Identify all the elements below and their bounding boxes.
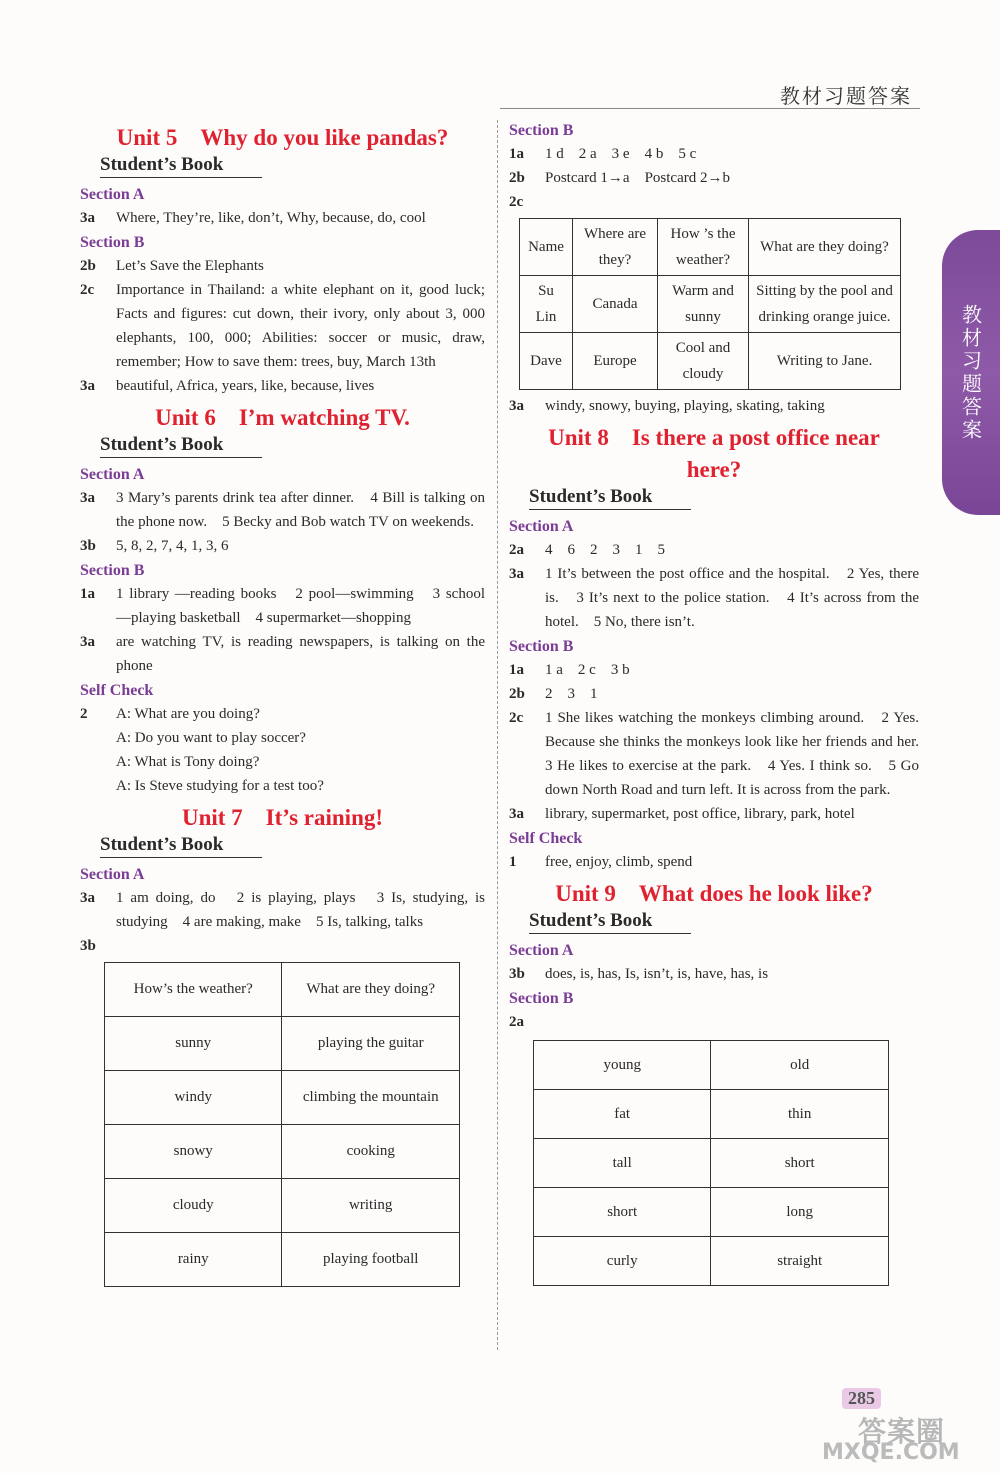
table-cell: straight: [711, 1237, 889, 1286]
dialogue-line: A: What is Tony doing?: [116, 754, 260, 770]
exercise-number: 3a: [80, 634, 95, 650]
answer-text: 3 Mary’s parents drink tea after dinner. 4 Bill is talking on the phone now. 5 Becky and Bob watch TV on weekends.: [116, 490, 485, 530]
exercise-number: 3a: [509, 398, 524, 414]
answer-row: [80, 702, 485, 798]
table-cell: cloudy: [105, 1179, 282, 1233]
table-row: [105, 1233, 460, 1287]
page-header-title: 教材习题答案: [780, 84, 912, 108]
answer-row: [80, 534, 485, 558]
exercise-number: 3a: [509, 806, 524, 822]
table-cell: old: [711, 1041, 889, 1090]
table-cell: Sitting by the pool and drinking orange juice.: [749, 276, 901, 333]
table-header-cell: What are they doing?: [749, 219, 901, 276]
table-cell: playing football: [282, 1233, 460, 1287]
answer-row: [509, 190, 919, 214]
exercise-number: 3a: [80, 890, 95, 906]
unit8-title-line2: here?: [686, 457, 742, 482]
unit9-title: Unit 9 What does he look like?: [555, 881, 873, 906]
unit8-book-title: Student’s Book: [529, 486, 691, 510]
answer-text: 5, 8, 2, 7, 4, 1, 3, 6: [116, 538, 229, 554]
postcard-table: [519, 218, 901, 390]
table-header-cell: How’s the weather?: [105, 963, 282, 1017]
unit6-section-b: Section B: [80, 562, 145, 579]
table-header-cell: What are they doing?: [282, 963, 460, 1017]
exercise-number: 2b: [509, 686, 525, 702]
answer-text: Where, They’re, like, don’t, Why, because, do, cool: [116, 210, 426, 226]
exercise-number: 1a: [509, 662, 524, 678]
right-column: [509, 122, 935, 1286]
side-tab-label: 教材习题答案: [958, 303, 983, 442]
table-row: [534, 1188, 889, 1237]
exercise-number: 2c: [80, 282, 95, 298]
column-divider: [497, 120, 498, 1350]
answer-row: [509, 850, 919, 874]
unit8-section-b: Section B: [509, 638, 574, 655]
answer-row: [80, 934, 485, 958]
answer-row: [80, 486, 485, 534]
table-cell: sunny: [105, 1017, 282, 1071]
table-header-row: [105, 963, 460, 1017]
table-header-row: [520, 219, 901, 276]
table-row: [105, 1071, 460, 1125]
exercise-number: 1a: [80, 586, 95, 602]
answer-row: [80, 278, 485, 374]
answer-row: [80, 630, 485, 678]
weather-activity-table: [104, 962, 460, 1287]
table-cell: young: [534, 1041, 711, 1090]
table-row: [105, 1017, 460, 1071]
answer-row: [509, 538, 919, 562]
answer-row: [80, 254, 485, 278]
answer-text: 2 3 1: [545, 686, 598, 702]
unit8-self-check: Self Check: [509, 830, 583, 847]
unit8-section-a: Section A: [509, 518, 574, 535]
answer-row: [509, 706, 935, 802]
table-cell: curly: [534, 1237, 711, 1286]
table-cell: short: [711, 1139, 889, 1188]
answer-row: [80, 206, 485, 230]
exercise-number: 1: [509, 854, 517, 870]
side-tab: [942, 230, 1000, 515]
answer-text: windy, snowy, buying, playing, skating, taking: [545, 398, 825, 414]
unit7-section-a: Section A: [80, 866, 145, 883]
table-row: [534, 1237, 889, 1286]
unit5-title: Unit 5 Why do you like pandas?: [116, 125, 449, 150]
table-cell: Cool and cloudy: [658, 333, 749, 390]
exercise-number: 2b: [509, 170, 525, 186]
table-cell: long: [711, 1188, 889, 1237]
exercise-number: 3b: [509, 966, 525, 982]
appearance-table: [533, 1040, 889, 1286]
exercise-number: 3a: [80, 378, 95, 394]
exercise-number: 2: [80, 706, 88, 722]
answer-row: [80, 582, 485, 630]
table-cell: Writing to Jane.: [749, 333, 901, 390]
table-cell: snowy: [105, 1125, 282, 1179]
exercise-number: 3a: [80, 490, 95, 506]
header-rule: [500, 108, 920, 109]
unit5-book-title: Student’s Book: [100, 154, 262, 178]
answer-text: are watching TV, is reading newspapers, is talking on the phone: [116, 634, 485, 674]
answer-row: [509, 962, 919, 986]
unit6-title: Unit 6 I’m watching TV.: [155, 405, 410, 430]
table-row: [105, 1179, 460, 1233]
table-header-cell: How ’s the weather?: [658, 219, 749, 276]
dialogue-line: A: Do you want to play soccer?: [116, 730, 306, 746]
answer-row: [509, 394, 919, 418]
unit7-title: Unit 7 It’s raining!: [181, 805, 384, 830]
answer-row: [80, 374, 485, 398]
table-cell: Europe: [573, 333, 658, 390]
answer-text: library, supermarket, post office, library, park, hotel: [545, 806, 855, 822]
table-row: [520, 333, 901, 390]
table-cell: writing: [282, 1179, 460, 1233]
table-cell: Su Lin: [520, 276, 573, 333]
exercise-number: 1a: [509, 146, 524, 162]
page-number: 285: [842, 1388, 881, 1409]
table-cell: rainy: [105, 1233, 282, 1287]
answer-row: [80, 886, 485, 934]
answer-text: 1 library —reading books 2 pool—swimming 3 school —playing basketball 4 supermarket—shopping: [116, 586, 485, 626]
answer-text: Importance in Thailand: a white elephant on it, good luck; Facts and figures: cut down, their ivory, only about 3, 000 elephants, 100, 000; Abilities: soccer or music, draw, remember; How to save them: trees, buy, March 13th: [116, 282, 485, 370]
table-cell: cooking: [282, 1125, 460, 1179]
exercise-number: 3b: [80, 938, 96, 954]
answer-row: [509, 166, 919, 190]
exercise-number: 3a: [509, 566, 524, 582]
answer-text: 1 She likes watching the monkeys climbing around. 2 Yes. Because she thinks the monkeys look like her friends and her. 3 He likes to exercise at the park. 4 Yes. I think so. 5 Go down North Road and turn left. It is across from the park.: [545, 710, 935, 798]
answer-row: [509, 658, 919, 682]
table-cell: Warm and sunny: [658, 276, 749, 333]
unit5-section-a: Section A: [80, 186, 145, 203]
dialogue-line: A: What are you doing?: [116, 706, 260, 722]
answer-row: [509, 1010, 919, 1034]
table-cell: playing the guitar: [282, 1017, 460, 1071]
table-cell: Dave: [520, 333, 573, 390]
exercise-number: 3b: [80, 538, 96, 554]
table-cell: tall: [534, 1139, 711, 1188]
table-row: [534, 1139, 889, 1188]
answer-text: 1 a 2 c 3 b: [545, 662, 630, 678]
exercise-number: 2c: [509, 710, 524, 726]
unit7-book-title: Student’s Book: [100, 834, 262, 858]
answer-row: [509, 682, 919, 706]
unit6-self-check: Self Check: [80, 682, 154, 699]
answer-text: Let’s Save the Elephants: [116, 258, 264, 274]
table-cell: thin: [711, 1090, 889, 1139]
unit9-section-a: Section A: [509, 942, 574, 959]
table-cell: fat: [534, 1090, 711, 1139]
unit5-section-b: Section B: [80, 234, 145, 251]
answer-text: 1 am doing, do 2 is playing, plays 3 Is, studying, is studying 4 are making, make 5 Is, talking, talks: [116, 890, 485, 930]
unit9-section-b: Section B: [509, 990, 574, 1007]
table-cell: short: [534, 1188, 711, 1237]
answer-row: [509, 802, 919, 826]
watermark-logo: 答案圈: [858, 1415, 946, 1448]
answer-text: does, is, has, Is, isn’t, is, have, has, is: [545, 966, 769, 982]
table-row: [534, 1041, 889, 1090]
unit8-title-line1: Unit 8 Is there a post office near: [548, 425, 880, 450]
dialogue-lines: [116, 702, 485, 798]
answer-text: beautiful, Africa, years, like, because, lives: [116, 378, 375, 394]
table-cell: Canada: [573, 276, 658, 333]
exercise-number: 3a: [80, 210, 95, 226]
left-column: [80, 118, 485, 1287]
unit6-book-title: Student’s Book: [100, 434, 262, 458]
answer-text: 1 d 2 a 3 e 4 b 5 c: [545, 146, 697, 162]
watermark-url: MXQE.COM: [822, 1440, 960, 1465]
unit6-section-a: Section A: [80, 466, 145, 483]
answer-text: free, enjoy, climb, spend: [545, 854, 693, 870]
answer-text: Postcard 1→a Postcard 2→b: [545, 170, 730, 186]
table-row: [105, 1125, 460, 1179]
table-cell: climbing the mountain: [282, 1071, 460, 1125]
table-row: [520, 276, 901, 333]
exercise-number: 2a: [509, 1014, 524, 1030]
exercise-number: 2a: [509, 542, 524, 558]
answer-text: 1 It’s between the post office and the hospital. 2 Yes, there is. 3 It’s next to the police station. 4 It’s across from the hotel. 5 No, there isn’t.: [545, 566, 919, 630]
answer-text: 4 6 2 3 1 5: [545, 542, 666, 558]
unit7-section-b: Section B: [509, 122, 574, 139]
exercise-number: 2c: [509, 194, 524, 210]
dialogue-line: A: Is Steve studying for a test too?: [116, 778, 324, 794]
answer-row: [509, 142, 919, 166]
unit9-book-title: Student’s Book: [529, 910, 691, 934]
answer-row: [509, 562, 919, 634]
table-header-cell: Where are they?: [573, 219, 658, 276]
exercise-number: 2b: [80, 258, 96, 274]
table-cell: windy: [105, 1071, 282, 1125]
table-header-cell: Name: [520, 219, 573, 276]
table-row: [534, 1090, 889, 1139]
